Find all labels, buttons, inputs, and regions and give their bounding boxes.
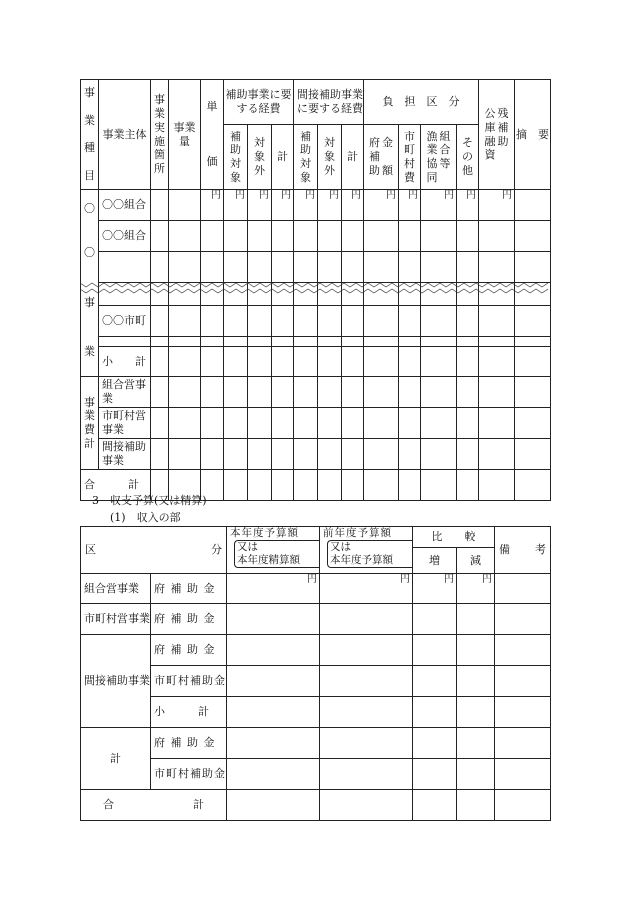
table-row: 〇 〇 事 業 〇〇組合 円 円 円 円 円 円 円 円 円 円 円 円 [81,190,551,221]
table-row: 間接補助事業 [81,439,551,470]
table-row: 市町村営事業 [81,408,551,439]
header-taisho-gai: 対 象 外 [248,125,272,190]
table-row: 市町村営事業 府 補 助 金 [81,604,551,635]
total-row [81,790,551,821]
header-kansetsu-kei: 計 [342,125,364,190]
section-heading-3: 3 収支予算(又は精算) [92,494,207,507]
header-jigyo-shutai: 事業主体 [99,80,151,190]
table-row: 〇〇組合 [81,221,551,252]
header-biko: 備 考 [495,527,551,574]
header-jigyo-shumoku: 事 業 種 目 [81,80,99,190]
header-tekiyo: 摘 要 [515,80,551,190]
header-kansetsu-taisho-gai: 対 象 外 [318,125,342,190]
subtotal-row: 小 計 [81,347,551,377]
wave-break-line [80,281,550,295]
header-futan-kubun: 負 担 区 分 [364,80,479,125]
side-label-jigyohi-kei: 事 業 費 計 [81,377,99,470]
header-zennendo: 前年度予算額 又は 本年度予算額 [320,527,413,574]
table-row: 市町村補助金 [81,666,551,697]
header-hojo-keihi: 補助事業に要する経費 [224,80,294,125]
subtotal-row: 小 計 [81,697,551,728]
section-heading-3-1: (1) 収入の部 [110,511,181,524]
header-kei: 計 [272,125,294,190]
header-shichoson-hi: 市 町 村 費 [399,125,421,190]
header-honendo: 本年度予算額 又は 本年度精算額 [227,527,320,574]
table-row [81,337,551,347]
header-tanka: 単 価 [201,80,224,190]
header-sonota: そ の 他 [457,125,479,190]
table-row: 組合営事業 府 補 助 金 円 円 円 円 [81,574,551,604]
income-table [80,526,551,821]
header-hikaku: 比 較 [413,527,495,548]
table-row: 事 業 費 計 組合営事業 [81,377,551,408]
header-zo: 増 [413,548,457,574]
header-jigyo-ryo: 事業量 [169,80,201,190]
header-kansetsu-keihi: 間接補助事業に要する経費 [294,80,364,125]
total-label: 合 計 [81,790,227,821]
header-koko-zan: 公 庫 融 資 残 補 助 [479,80,515,190]
header-kansetsu-hojo-taisho: 補 助 対 象 [294,125,318,190]
table-row [81,252,551,283]
table-row: 間接補助事業 府 補 助 金 [81,635,551,666]
header-jisshi-kasho: 事 業 実 施 箇 所 [151,80,169,190]
header-fu-hojogaku: 府 補 助 金 額 [364,125,399,190]
table-row: 〇〇市町 [81,306,551,337]
table-row: 計 府 補 助 金 [81,728,551,759]
header-hojo-taisho: 補 助 対 象 [224,125,248,190]
side-label-jigyo: 〇 〇 事 業 [81,190,99,377]
header-gen: 減 [457,548,495,574]
header-kubun: 区 分 [81,527,227,574]
total-row: 合 計 [81,470,551,501]
table-row: 市町村補助金 [81,759,551,790]
header-gyogyo-kyodo: 漁 業 協 同 組 合 等 [421,125,457,190]
